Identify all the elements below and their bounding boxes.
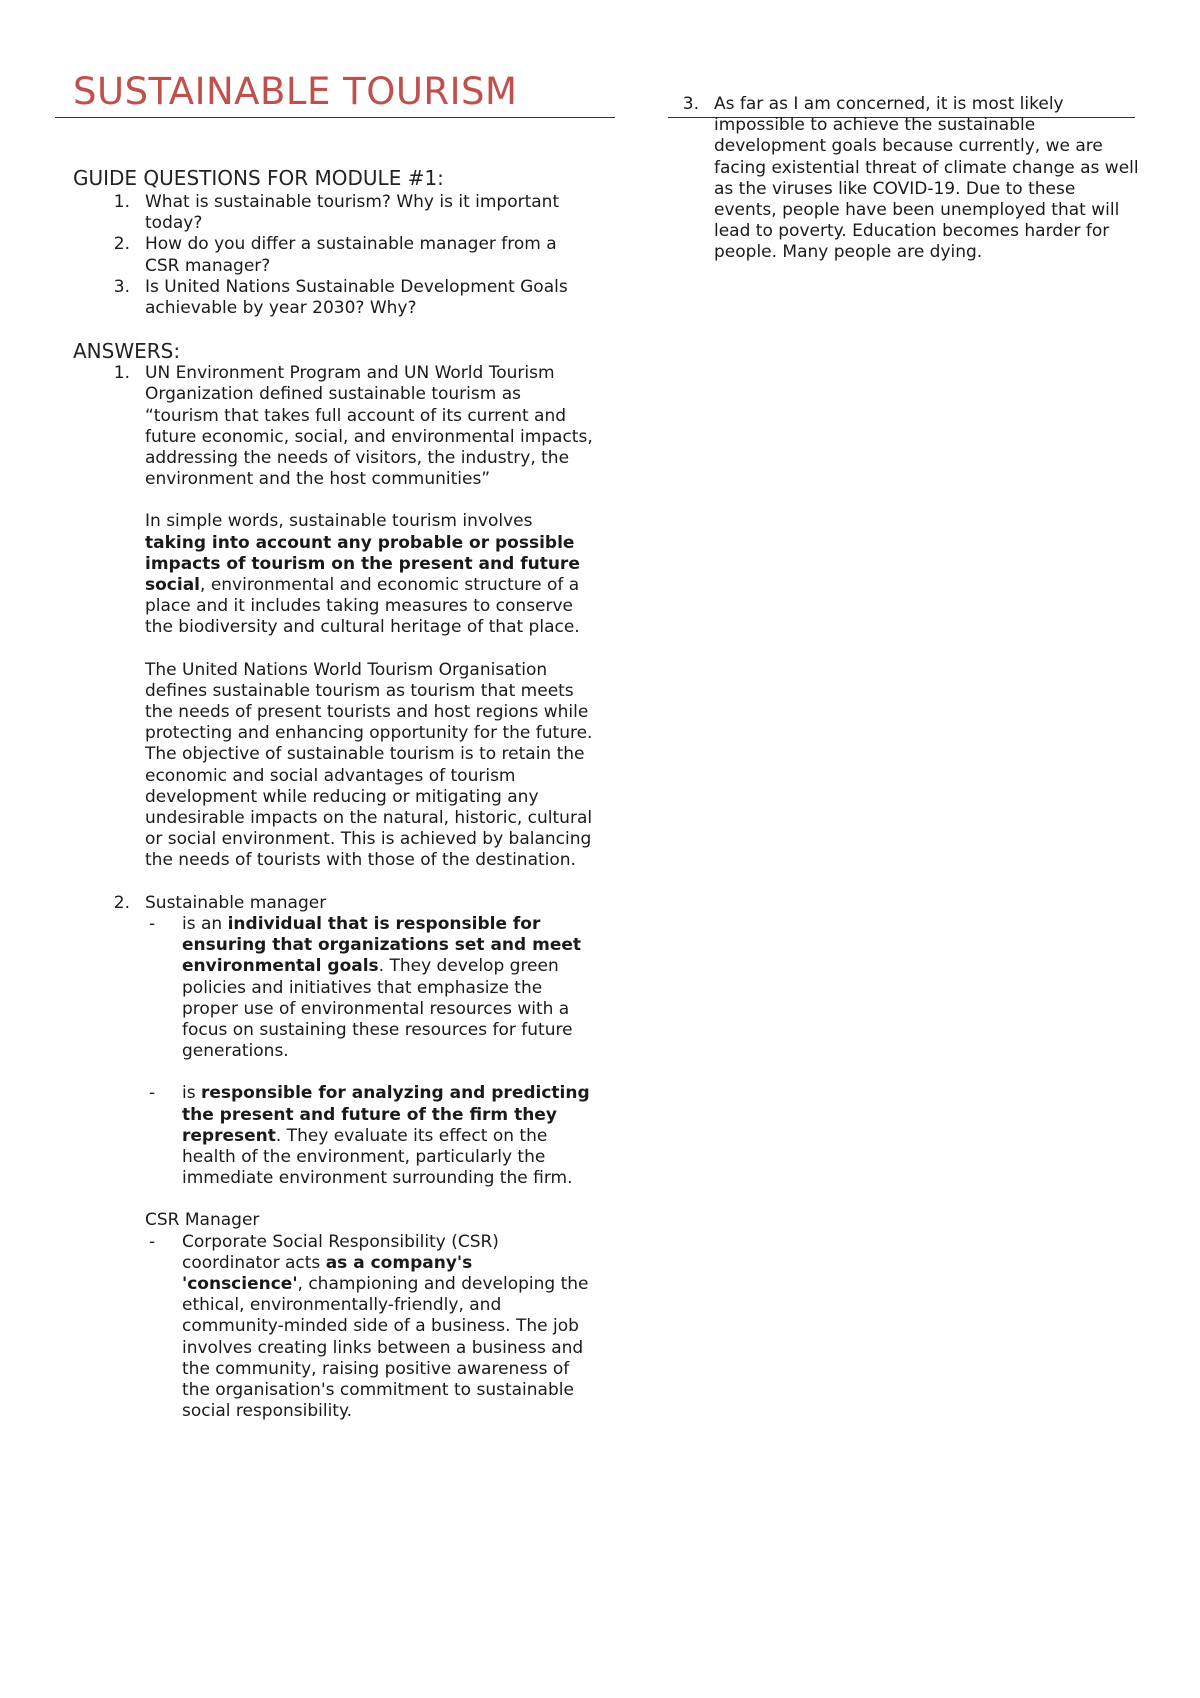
left-column — [73, 166, 593, 1422]
csr-manager-label: CSR Manager — [145, 1210, 260, 1231]
question-number: 3. — [113, 276, 130, 297]
bullet-text: is an individual that is responsible for ensuring that organizations set and meet environmental goals. They develop green policies and initiatives that emphasize the proper use of environmental resources with a focus on sustaining these resources for future generations. — [182, 913, 582, 1062]
bullet-item — [145, 914, 593, 1062]
title-rule-left — [55, 117, 615, 118]
answer-body — [145, 893, 593, 1423]
emphasis: as a company's 'conscience' — [182, 1252, 473, 1294]
answer-1-unwto: The United Nations World Tourism Organisation defines sustainable tourism as tourism that meets the needs of present tourists and host regions while protecting and enhancing opportunity for the future. The objective of sustainable tourism is to retain the economic and social advantages of tourism development while reducing or mitigating any undesirable impacts on the natural, historic, cultural or social environment. This is achieved by balancing the needs of tourists with those of the destination. — [145, 659, 593, 871]
answer-number: 3. — [682, 94, 699, 114]
bullet-item — [145, 1232, 593, 1423]
emphasis: taking into account any probable or possible impacts of tourism on the present and future social — [145, 532, 580, 596]
guide-questions-list — [73, 192, 593, 319]
question-item — [73, 192, 593, 234]
bullet-text: Corporate Social Responsibility (CSR) coordinator acts as a company's 'conscience', championing and developing the ethical, environmentally-friendly, and community-minded side of a business. The job involves creating links between a business and the community, raising positive awareness of the organisation's commitment to sustainable social responsibility. — [182, 1231, 589, 1422]
answer-1 — [73, 363, 593, 871]
dash-bullet: - — [149, 913, 156, 934]
question-item — [73, 277, 593, 319]
answer-1-definition: UN Environment Program and UN World Tourism Organization defined sustainable tourism as “tourism that takes full account of its current and future economic, social, and environmental impacts, addressing the needs of visitors, the industry, the environment and the host communities” — [145, 363, 593, 490]
bullet-item — [145, 1083, 593, 1189]
question-number: 2. — [113, 234, 130, 255]
answer-body — [145, 363, 593, 871]
answer-1-simple-words: In simple words, sustainable tourism involves taking into account any probable or possible impacts of tourism on the present and future social, environmental and economic structure of a place and it includes taking measures to conserve the biodiversity and cultural heritage of that place. — [145, 511, 580, 638]
bullet-text: is responsible for analyzing and predicting the present and future of the firm they represent. They evaluate its effect on the health of the environment, particularly the immediate environment surrounding the firm. — [182, 1083, 590, 1189]
answer-number: 1. — [113, 363, 130, 384]
question-number: 1. — [113, 192, 130, 212]
answer-3 — [672, 94, 1142, 264]
answer-2 — [73, 893, 593, 1423]
question-text: Is United Nations Sustainable Development Goals achievable by year 2030? Why? — [145, 276, 568, 319]
sustainable-manager-label: Sustainable manager — [145, 892, 327, 913]
answer-3-text: As far as I am concerned, it is most likely impossible to achieve the sustainable development goals because currently, we are facing existential threat of climate change as well as the viruses like COVID-19. Due to these events, people have been unemployed that will lead to poverty. Education becomes harder for people. Many people are dying. — [714, 94, 1139, 263]
dash-bullet: - — [149, 1083, 156, 1104]
answers-heading: ANSWERS: — [73, 339, 181, 364]
emphasis: individual that is responsible for ensuring that organizations set and meet environmental goals — [182, 913, 582, 977]
question-item — [73, 234, 593, 276]
right-column — [672, 94, 1142, 264]
answer-number: 2. — [113, 892, 130, 913]
question-text: How do you differ a sustainable manager from a CSR manager? — [145, 234, 557, 276]
dash-bullet: - — [149, 1231, 156, 1252]
question-text: What is sustainable tourism? Why is it important today? — [145, 192, 560, 234]
guide-questions-heading: GUIDE QUESTIONS FOR MODULE #1: — [73, 166, 444, 190]
document-title: SUSTAINABLE TOURISM — [73, 70, 518, 113]
emphasis: responsible for analyzing and predicting the present and future of the firm they represent — [182, 1083, 590, 1146]
